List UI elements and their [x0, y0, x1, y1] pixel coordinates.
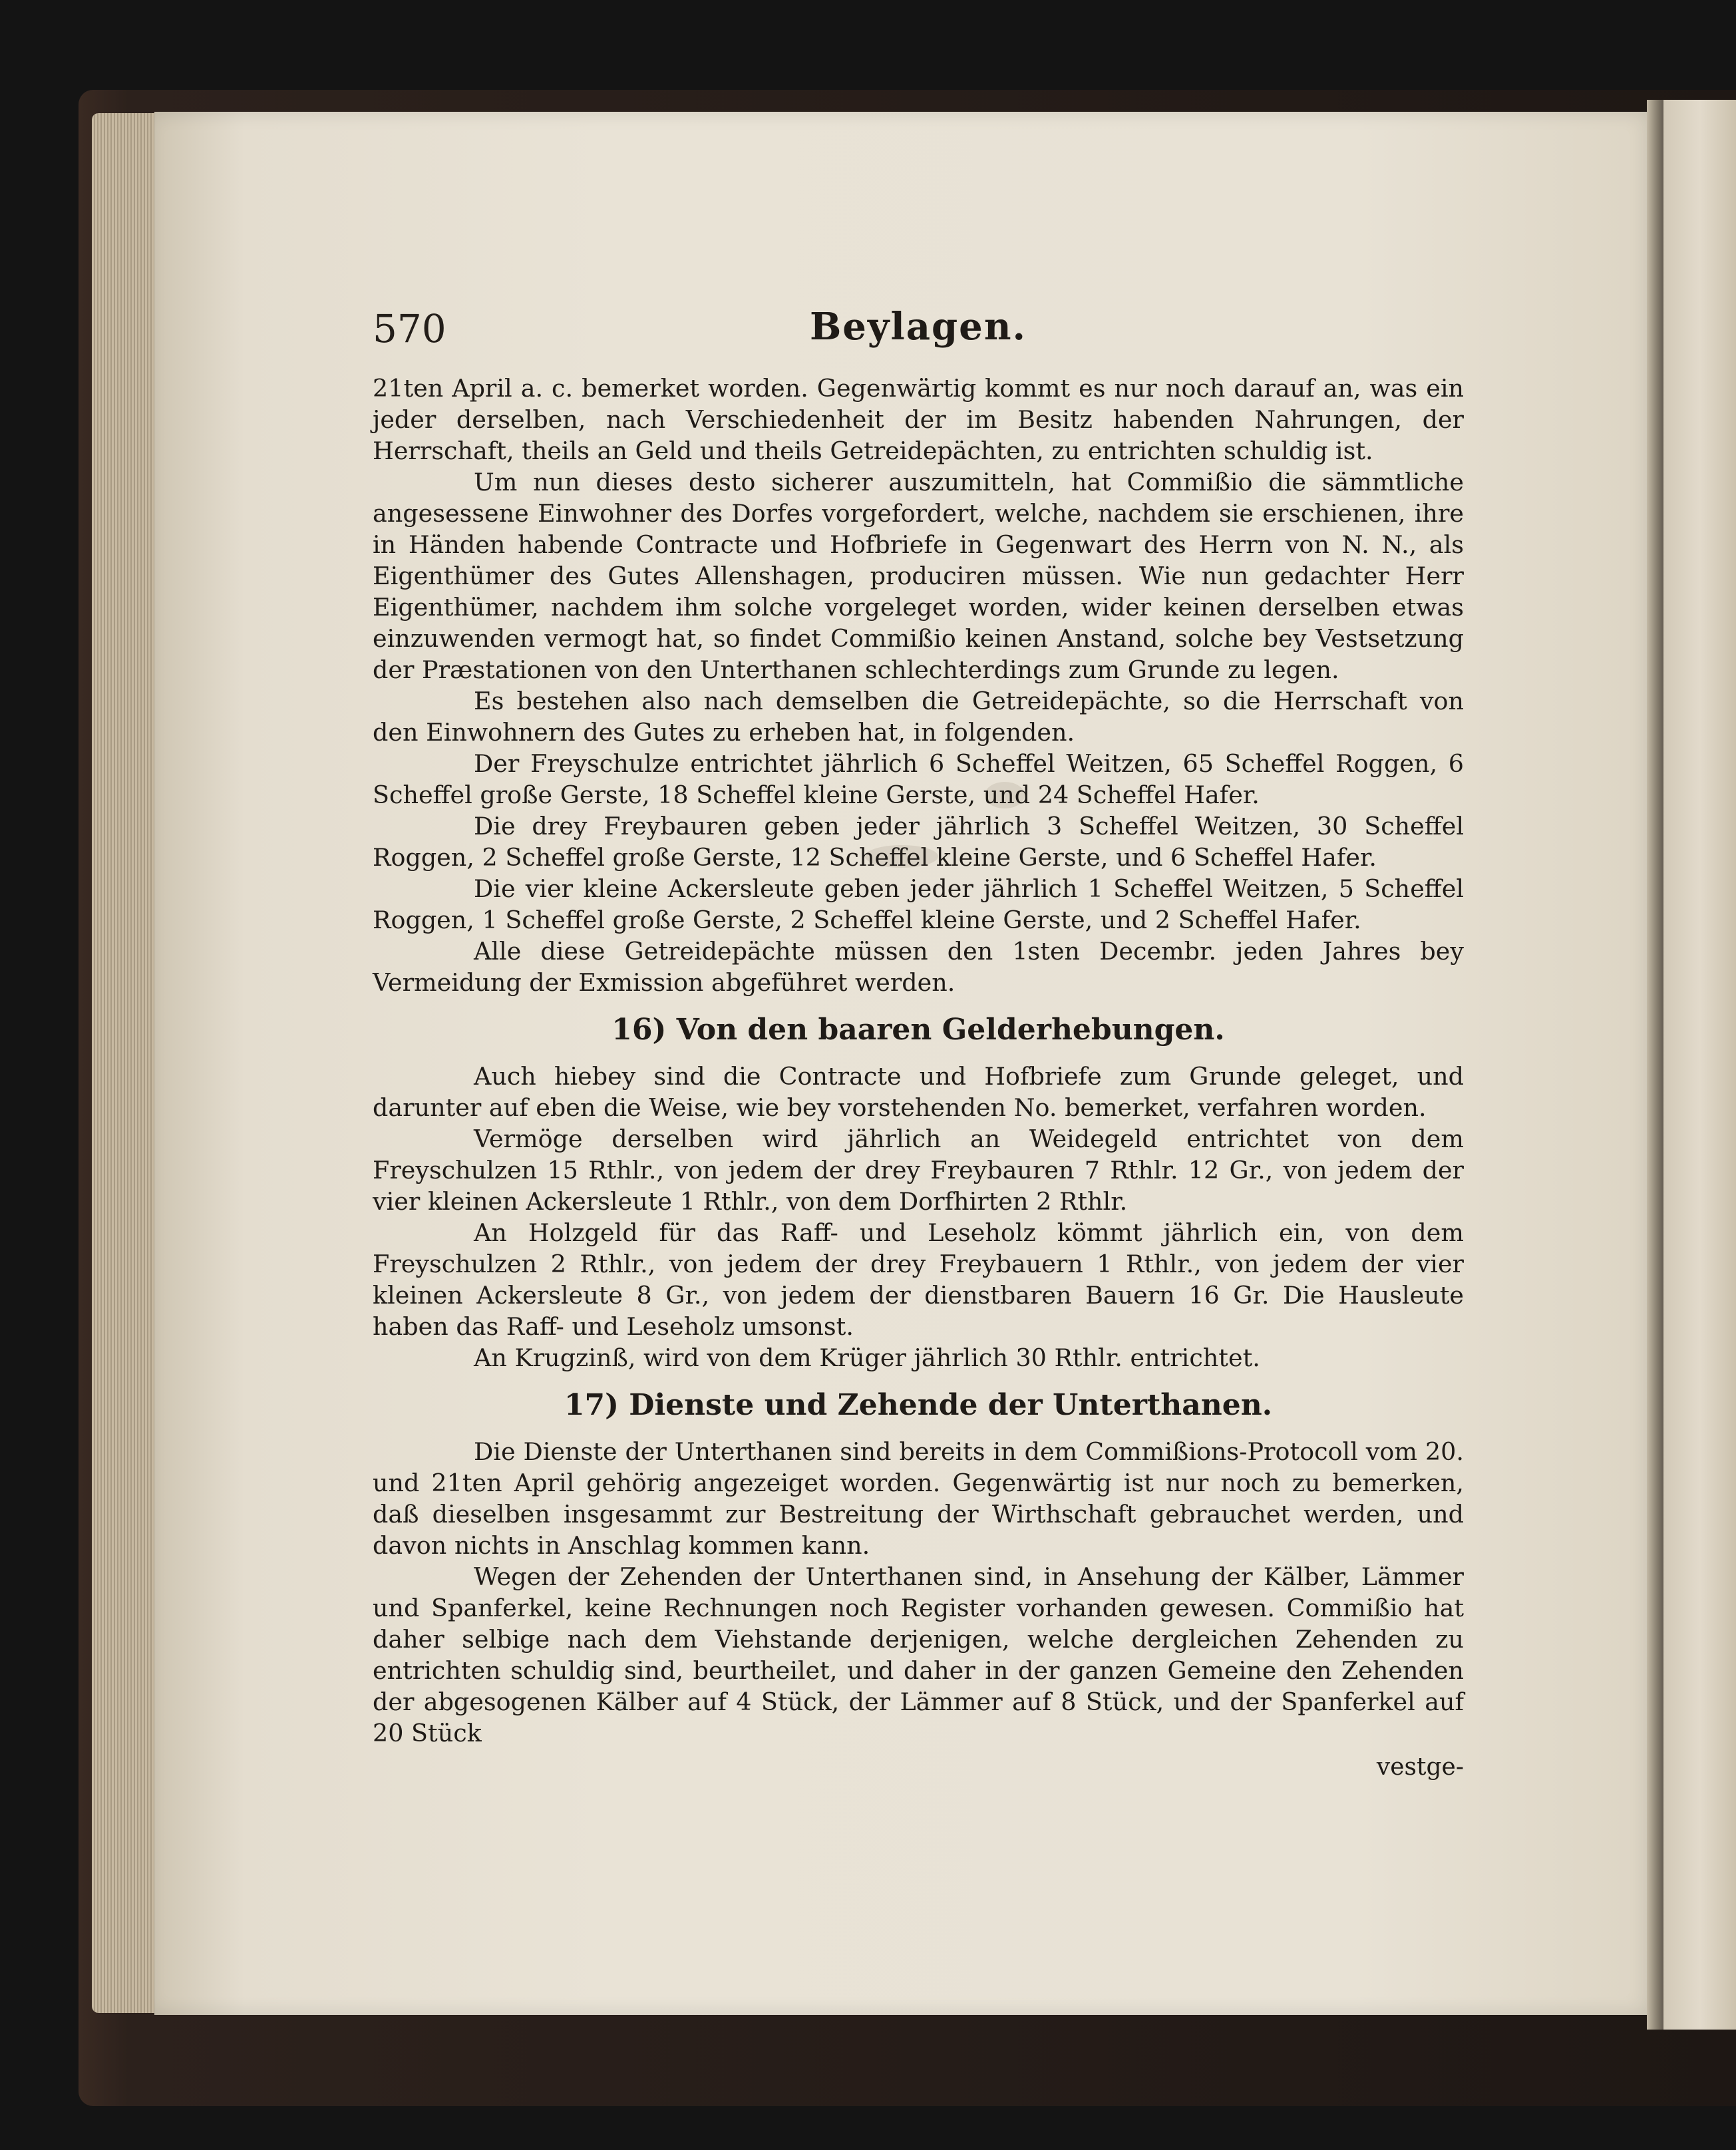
paragraph: Es bestehen also nach demselben die Getreidepächte, so die Herrschaft von den Einwohnern des Gutes zu erheben hat, in folgenden.	[373, 687, 1464, 747]
paragraph: An Krugzinß, wird von dem Krüger jährlich 30 Rthlr. entrichtet.	[474, 1344, 1260, 1372]
paragraph: Um nun dieses desto sicherer auszumitteln, hat Commißio die sämmtliche angesessene Einwohner des Dorfes vorgefordert, welche, nachdem sie erschienen, ihre in Händen habende Contracte und Hofbriefe in Gegenwart des Herrn von N. N., als Eigenthümer des Gutes Allenshagen, produciren müssen. Wie nun gedachter Herr Eigenthümer, nachdem ihm solche vorgeleget worden, wider keinen derselben etwas einzuwenden vermogt hat, so findet Commißio keinen Anstand, solche bey Vestsetzung der Præstationen von den Unterthanen schlechterdings zum Grunde zu legen.	[373, 468, 1464, 684]
section-17	[373, 1436, 1464, 1749]
running-head: Beylagen.	[809, 305, 1027, 349]
catchword: vestge-	[1376, 1753, 1464, 1781]
paragraph: Vermöge derselben wird jährlich an Weidegeld entrichtet von dem Freyschulzen 15 Rthlr., von jedem der drey Freybauren 7 Rthlr. 12 Gr., von jedem der vier kleinen Ackersleute 1 Rthlr., von dem Dorfhirten 2 Rthlr.	[373, 1125, 1464, 1216]
paragraph: Die vier kleine Ackersleute geben jeder jährlich 1 Scheffel Weitzen, 5 Scheffel Roggen, 1 Scheffel große Gerste, 2 Scheffel kleine Gerste, und 2 Scheffel Hafer.	[373, 874, 1464, 934]
page-number: 570	[373, 306, 446, 351]
heading-section-16: 16) Von den baaren Gelderhebungen.	[611, 1013, 1225, 1047]
paragraph: Die drey Freybauren geben jeder jährlich 3 Scheffel Weitzen, 30 Scheffel Roggen, 2 Scheffel große Gerste, 12 Scheffel kleine Gerste, und 6 Scheffel Hafer.	[373, 812, 1464, 872]
section-16	[373, 1061, 1464, 1373]
section-intro	[373, 373, 1464, 998]
paragraph: Alle diese Getreidepächte müssen den 1sten Decembr. jeden Jahres bey Vermeidung der Exmission abgeführet werden.	[373, 937, 1464, 997]
paragraph: Die Dienste der Unterthanen sind bereits in dem Commißions-Protocoll vom 20. und 21ten April gehörig angezeiget worden. Gegenwärtig ist nur noch zu bemerken, daß dieselben insgesammt zur Bestreitung der Wirthschaft gebrauchet werden, und davon nichts in Anschlag kommen kann.	[373, 1437, 1464, 1560]
facing-page	[1663, 100, 1736, 2030]
paragraph: 21ten April a. c. bemerket worden. Gegenwärtig kommt es nur noch darauf an, was ein jeder derselben, nach Verschiedenheit der im Besitz habenden Nahrungen, der Herrschaft, theils an Geld und theils Getreidepächten, zu entrichten schuldig ist.	[373, 374, 1464, 465]
paragraph: Auch hiebey sind die Contracte und Hofbriefe zum Grunde geleget, und darunter auf eben die Weise, wie bey vorstehenden No. bemerket, verfahren worden.	[373, 1062, 1464, 1122]
paragraph: Wegen der Zehenden der Unterthanen sind, in Ansehung der Kälber, Lämmer und Spanferkel, keine Rechnungen noch Register vorhanden gewesen. Commißio hat daher selbige nach dem Viehstande derjenigen, welche dergleichen Zehenden zu entrichten schuldig sind, beurtheilet, und daher in der ganzen Gemeine den Zehenden der abgesogenen Kälber auf 4 Stück, der Lämmer auf 8 Stück, und der Spanferkel auf 20 Stück	[373, 1562, 1464, 1747]
paragraph: Der Freyschulze entrichtet jährlich 6 Scheffel Weitzen, 65 Scheffel Roggen, 6 Scheffel große Gerste, 18 Scheffel kleine Gerste, und 24 Scheffel Hafer.	[373, 749, 1464, 809]
page-header	[373, 293, 1464, 373]
page-text	[373, 293, 1464, 1783]
heading-section-17: 17) Dienste und Zehende der Unterthanen.	[564, 1388, 1273, 1422]
paragraph: An Holzgeld für das Raff- und Leseholz kömmt jährlich ein, von dem Freyschulzen 2 Rthlr., von jedem der drey Freybauern 1 Rthlr., von jedem der vier kleinen Ackersleute 8 Gr., von jedem der dienstbaren Bauern 16 Gr. Die Hausleute haben das Raff- und Leseholz umsonst.	[373, 1218, 1464, 1341]
